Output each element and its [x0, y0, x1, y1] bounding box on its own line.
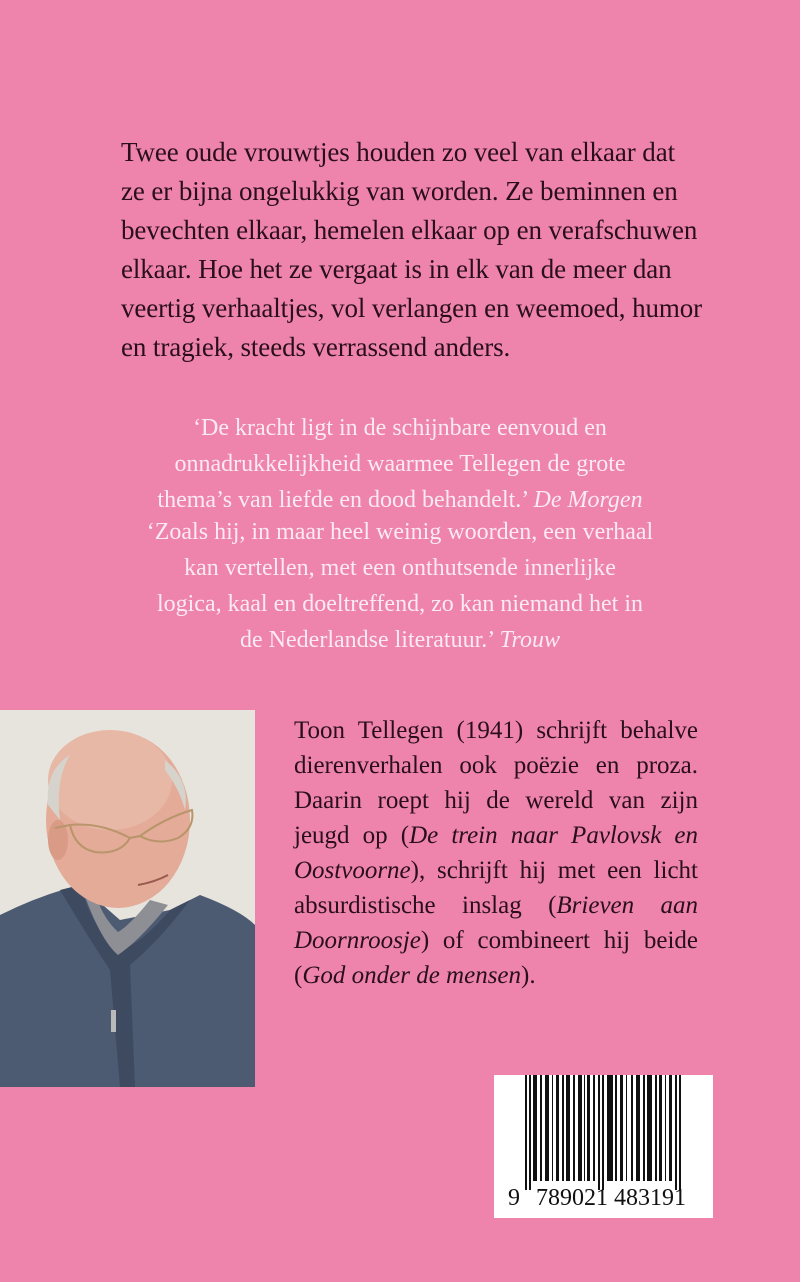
bio-line [294, 853, 698, 888]
isbn-prefix-digit: 9 [508, 1185, 520, 1211]
bio-text: ). [521, 962, 536, 989]
book-title-god-onder-de-mensen: God onder de mensen [302, 962, 522, 989]
book-title-doornroosje: Doornroosje [294, 927, 421, 954]
quote-line: onnadrukkelijkheid waarmee Tellegen de grote [174, 451, 626, 477]
author-bio [294, 713, 698, 993]
blurb-line: bevechten elkaar, hemelen elkaar op en verafschuwen [121, 215, 698, 245]
bio-line: dierenverhalen ook poëzie en proza. [294, 752, 698, 779]
isbn-number [494, 1185, 713, 1215]
author-photo [0, 710, 255, 1087]
bio-line: Toon Tellegen (1941) schrijft behalve [294, 717, 698, 744]
blurb-line: elkaar. Hoe het ze vergaat is in elk van de meer dan [121, 254, 672, 284]
press-quote-de-morgen [90, 410, 710, 518]
bio-line [294, 818, 698, 853]
bio-line [294, 923, 698, 958]
quote-line: ‘Zoals hij, in maar heel weinig woorden, een verhaal [146, 519, 654, 545]
press-quote-trouw [90, 514, 710, 658]
bio-line [294, 958, 698, 993]
book-title-de-trein-naar-pavlovsk: De trein naar Pavlovsk en [409, 822, 698, 849]
quote-text: thema’s van liefde en dood behandelt.’ [157, 487, 528, 513]
blurb-line: en tragiek, steeds verrassend anders. [121, 332, 511, 362]
bio-line: Daarin roept hij de wereld van zijn [294, 787, 698, 814]
book-title-brieven-aan-doornroosje: Brieven aan [556, 892, 698, 919]
blurb-line: ze er bijna ongelukkig van worden. Ze beminnen en [121, 176, 678, 206]
quote-text: de Nederlandse literatuur.’ [240, 627, 494, 653]
quote-line: kan vertellen, met een onthutsende innerlijke [184, 555, 616, 581]
blurb-line: veertig verhaaltjes, vol verlangen en weemoed, humor [121, 293, 703, 323]
quote-source: Trouw [499, 627, 560, 653]
bio-line [294, 888, 698, 923]
isbn-right-group: 483191 [614, 1185, 686, 1211]
quote-line: ‘De kracht ligt in de schijnbare eenvoud en [193, 415, 607, 441]
quote-line: logica, kaal en doeltreffend, zo kan niemand het in [156, 591, 644, 617]
book-blurb [121, 133, 703, 367]
book-title-oostvoorne: Oostvoorne [294, 857, 411, 884]
quote-line [90, 622, 710, 658]
bio-text: ) of combineert hij beide [420, 927, 698, 954]
bio-text: jeugd op ( [294, 822, 410, 849]
bio-text: ), schrijft hij met een licht [410, 857, 698, 884]
isbn-barcode [494, 1075, 713, 1218]
isbn-left-group: 789021 [536, 1185, 608, 1211]
quote-source: De Morgen [533, 487, 643, 513]
quote-line [90, 482, 710, 518]
blurb-line: Twee oude vrouwtjes houden zo veel van elkaar dat [121, 137, 675, 167]
bio-text: ( [294, 962, 303, 989]
author-portrait-image [0, 710, 255, 1087]
bio-text: absurdistische inslag ( [294, 892, 557, 919]
